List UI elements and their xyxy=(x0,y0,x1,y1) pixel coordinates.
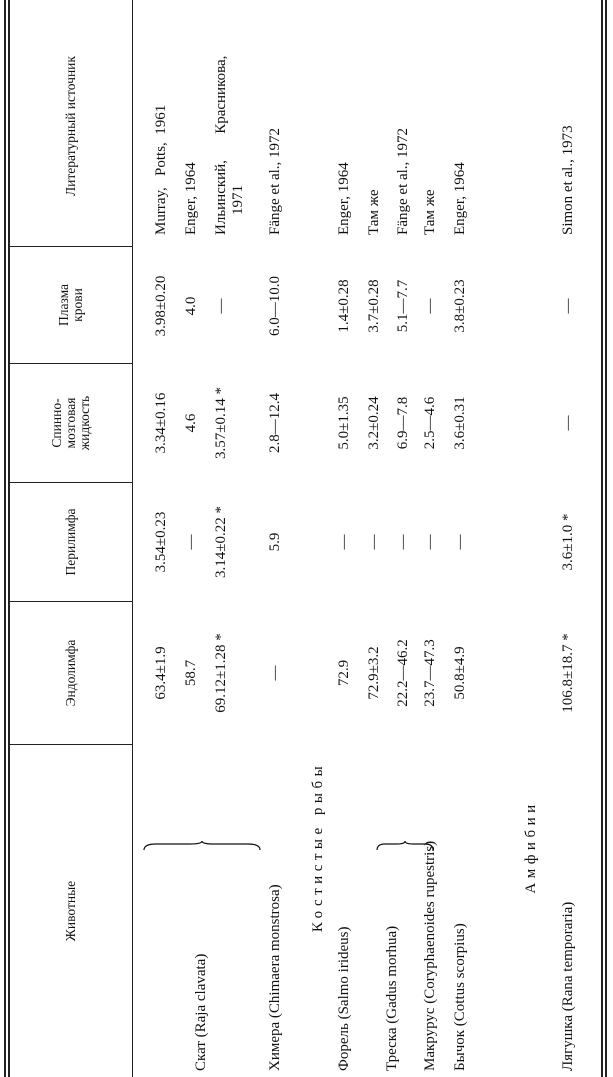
csf-value: 5.0±1.35 xyxy=(336,396,352,450)
csf-value: — xyxy=(560,415,576,431)
endolymph-value: 72.9±3.2 xyxy=(366,646,382,700)
csf-value: 3.6±0.31 xyxy=(452,396,468,450)
animal-name: Треска (Gadus morhua) xyxy=(384,925,400,1071)
plasma-value: 3.98±0.20 xyxy=(153,275,169,337)
animal-name: Форель (Salmo irideus) xyxy=(336,926,352,1071)
header-perilymph: Перилимфа xyxy=(63,508,78,576)
source-value: Simon et al., 1973 xyxy=(560,125,576,235)
plasma-value: 3.8±0.23 xyxy=(452,279,468,333)
csf-value: 2.5—4.6 xyxy=(422,396,438,450)
plasma-value: 1.4±0.28 xyxy=(336,279,352,333)
source-value-continued: 1971 xyxy=(230,185,246,215)
endolymph-value: 63.4±1.9 xyxy=(153,646,169,700)
group-amphibians: Амфибии xyxy=(523,800,539,894)
endolymph-value: 50.8±4.9 xyxy=(452,646,468,700)
source-value: Ильинский, Красникова, xyxy=(213,55,229,235)
source-value: Fänge et al., 1972 xyxy=(267,127,283,235)
perilymph-value: 3.54±0.23 xyxy=(153,511,169,573)
csf-value: 2.8—12.4 xyxy=(267,393,283,453)
endolymph-value: 69.12±1.28 * xyxy=(213,633,229,713)
source-value: Murray, Potts, 1961 xyxy=(153,104,169,235)
animal-name: Бычок (Cottus scorpius) xyxy=(452,923,468,1071)
plasma-value: — xyxy=(560,298,576,314)
source-value: Там же xyxy=(366,189,382,235)
animal-name: Лягушка (Rana temporaria) xyxy=(560,901,576,1071)
table-bottom-double-rule-2 xyxy=(605,0,607,1077)
table-bottom-double-rule-1 xyxy=(601,0,603,1077)
endolymph-value: 23.7—47.3 xyxy=(422,639,438,707)
brace-skate xyxy=(142,840,262,852)
perilymph-value: — xyxy=(366,534,382,550)
perilymph-value: — xyxy=(336,534,352,550)
endolymph-value: 106.8±18.7 * xyxy=(560,633,576,713)
endolymph-value: 22.2—46.2 xyxy=(395,639,411,707)
plasma-value: — xyxy=(422,298,438,314)
endolymph-value: — xyxy=(267,665,283,681)
source-value: Enger, 1964 xyxy=(183,162,199,235)
perilymph-value: — xyxy=(395,534,411,550)
table-top-double-rule-1 xyxy=(4,0,6,1077)
header-csf: Спинно- мозговая жидкость xyxy=(49,395,92,451)
csf-value: 3.57±0.14 * xyxy=(213,387,229,459)
perilymph-value: 3.6±1.0 * xyxy=(560,513,576,571)
source-value: Enger, 1964 xyxy=(336,162,352,235)
plasma-value: 5.1—7.7 xyxy=(395,279,411,333)
animal-name: Скат (Raja clavata) xyxy=(193,953,209,1071)
plasma-value: 6.0—10.0 xyxy=(267,276,283,336)
perilymph-value: 5.9 xyxy=(267,532,283,552)
source-value: Там же xyxy=(422,189,438,235)
group-bony-fish: Костистые рыбы xyxy=(310,761,326,933)
plasma-value: 3.7±0.28 xyxy=(366,279,382,333)
perilymph-value: 3.14±0.22 * xyxy=(213,506,229,578)
source-value: Fänge et al., 1972 xyxy=(395,127,411,235)
header-bottom-rule xyxy=(132,0,133,1077)
perilymph-value: — xyxy=(183,534,199,550)
source-value: Enger, 1964 xyxy=(452,162,468,235)
csf-value: 3.34±0.16 xyxy=(153,392,169,454)
header-endolymph: Эндолимфа xyxy=(63,639,78,707)
animal-name: Макрурус (Coryphaenoides rupestris) xyxy=(422,840,438,1071)
csf-value: 3.2±0.24 xyxy=(366,396,382,450)
endolymph-value: 72.9 xyxy=(336,659,352,687)
plasma-value: 4.0 xyxy=(183,296,199,316)
header-plasma: Плазма крови xyxy=(56,283,85,327)
animal-name: Химера (Chimaera monstrosa) xyxy=(267,884,283,1071)
header-source: Литературный источник xyxy=(63,56,78,196)
csf-value: 4.6 xyxy=(183,413,199,433)
plasma-value: — xyxy=(213,298,229,314)
header-animals: Животные xyxy=(63,880,78,942)
perilymph-value: — xyxy=(452,534,468,550)
endolymph-value: 58.7 xyxy=(183,659,199,687)
perilymph-value: — xyxy=(422,534,438,550)
csf-value: 6.9—7.8 xyxy=(395,396,411,450)
